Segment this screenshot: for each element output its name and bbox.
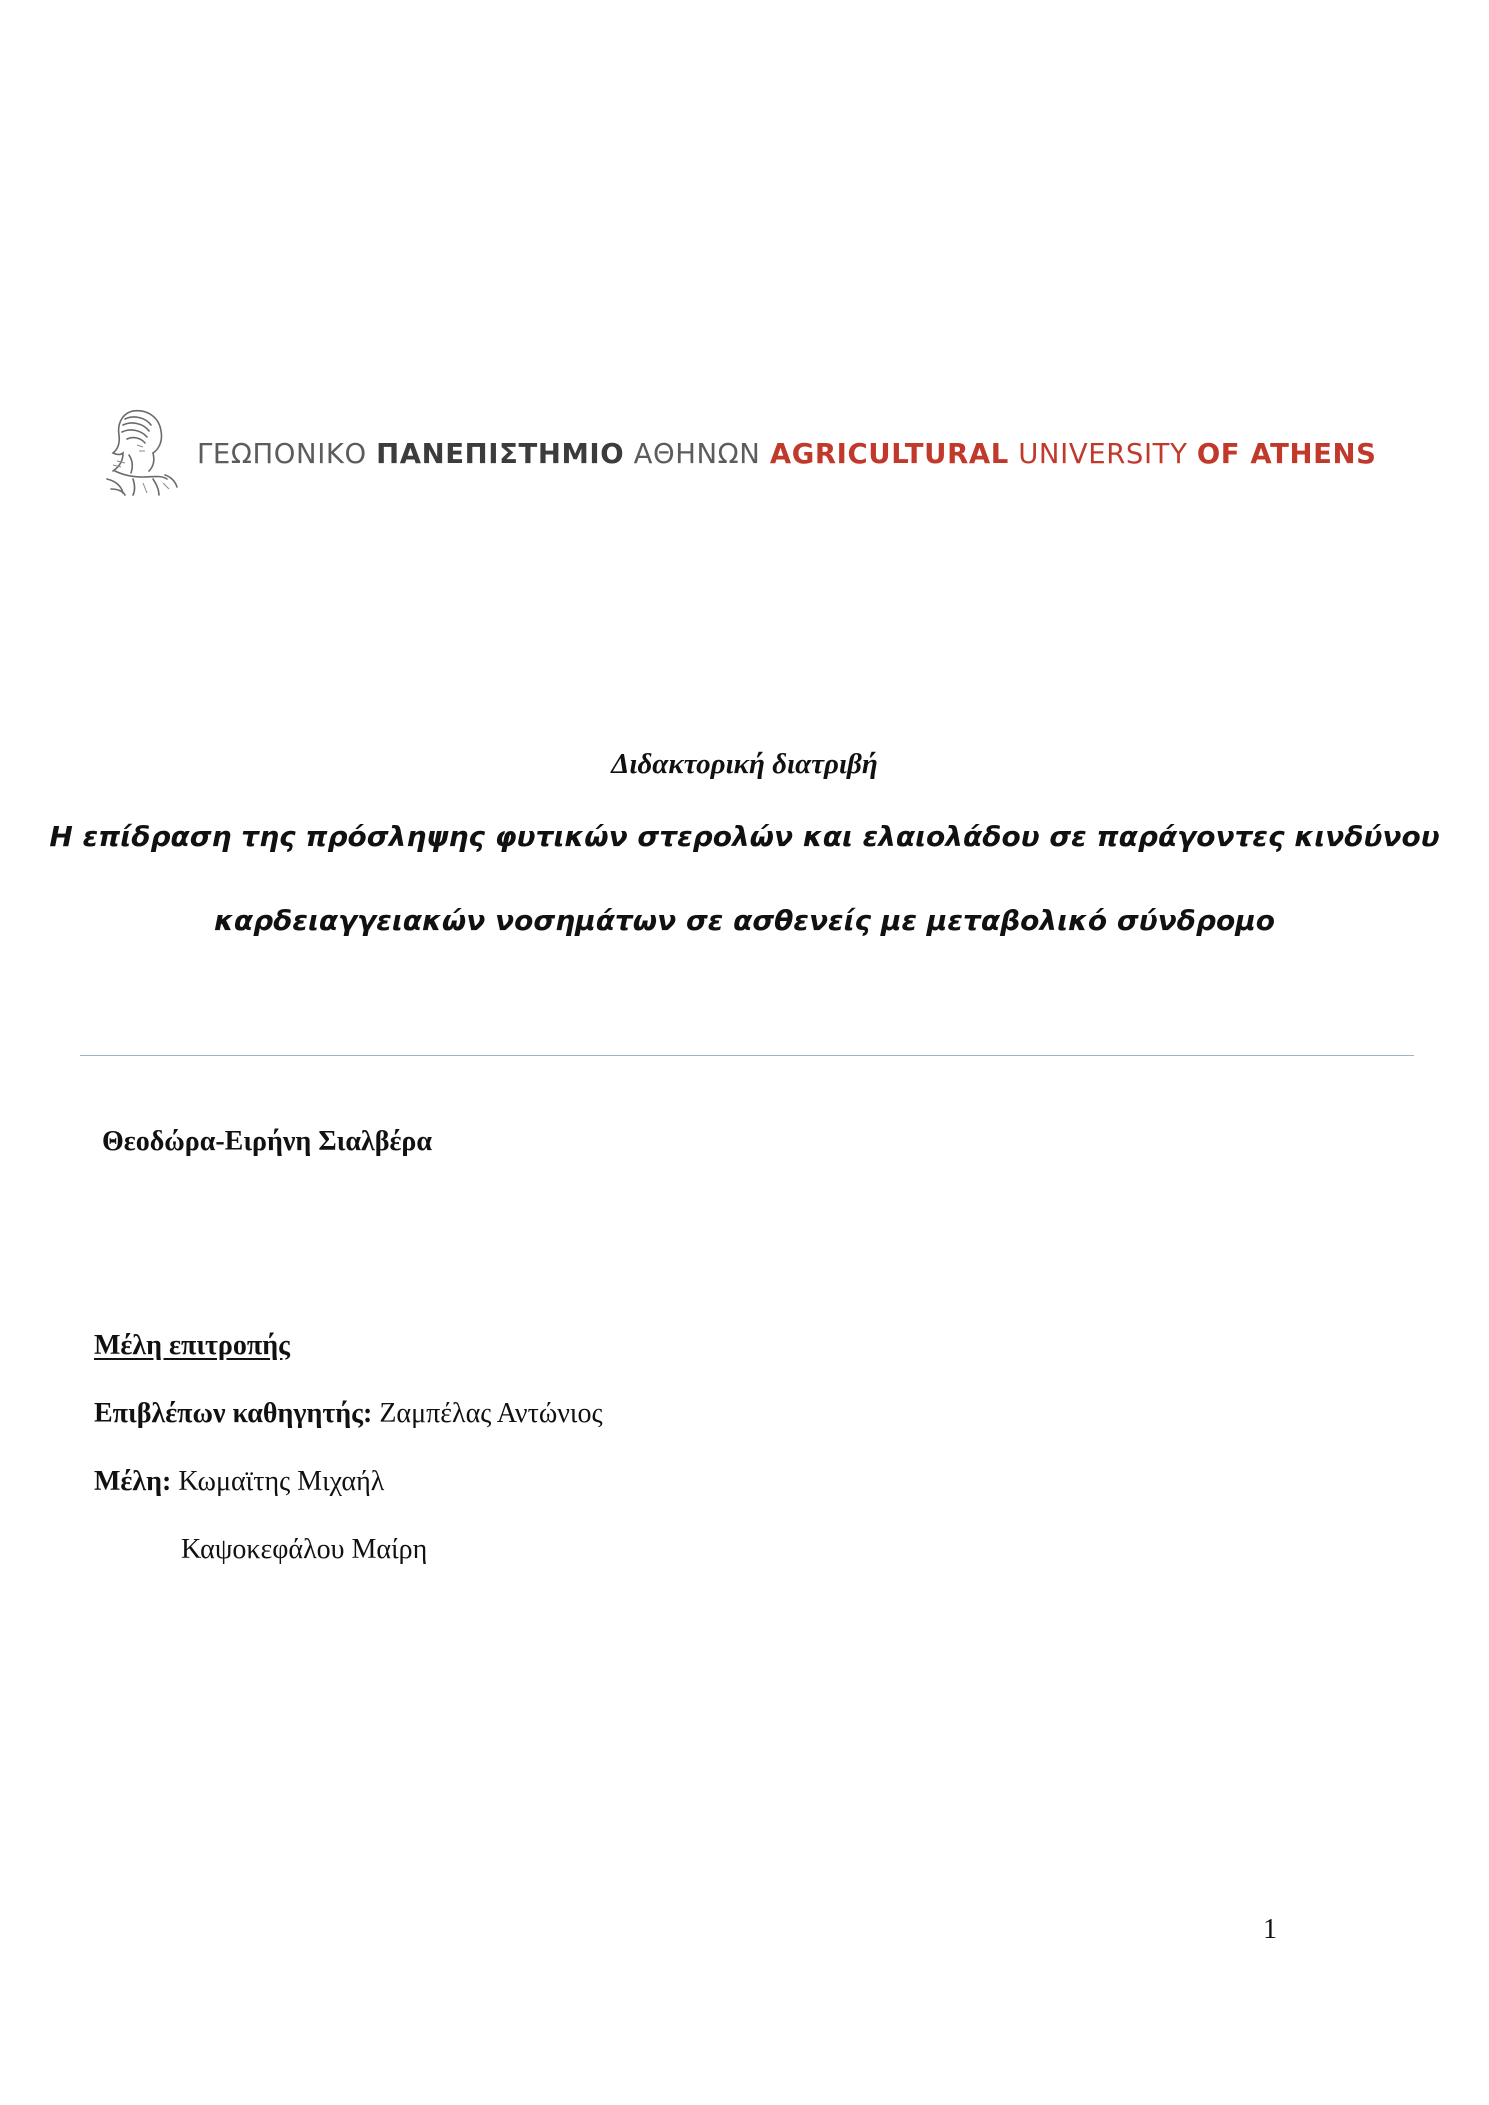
logo-text-agricultural: AGRICULTURAL — [769, 438, 1009, 471]
logo-text-university: UNIVERSITY — [1018, 438, 1188, 471]
logo-text-of-athens: OF ATHENS — [1196, 438, 1377, 471]
page-number: 1 — [1263, 1914, 1277, 1945]
supervisor-row — [94, 1400, 603, 1428]
author-name: Θεοδώρα-Ειρήνη Σιαλβέρα — [102, 1126, 433, 1157]
university-logo — [103, 405, 1377, 497]
thesis-title-line-1: Η επίδραση της πρόσληψης φυτικών στερολών και ελαιολάδου σε παράγοντες κινδύνου — [49, 820, 1440, 853]
document-type: Διδακτορική διατριβή — [611, 748, 878, 780]
logo-text-athinon: ΑΘΗΝΩΝ — [633, 438, 761, 471]
logo-text-panepistimio: ΠΑΝΕΠΙΣΤΗΜΙΟ — [376, 438, 625, 471]
committee-heading: Μέλη επιτροπής — [94, 1330, 290, 1361]
supervisor-label: Επιβλέπων καθηγητής: — [94, 1398, 373, 1429]
member-name-1: Κωμαϊτης Μιχαήλ — [178, 1466, 385, 1497]
athena-head-seal-icon — [103, 405, 181, 497]
logo-wordmark — [197, 438, 1377, 471]
supervisor-name: Ζαμπέλας Αντώνιος — [379, 1398, 603, 1429]
horizontal-divider — [80, 1055, 1414, 1056]
logo-text-geoponiko: ΓΕΩΠΟΝΙΚΟ — [197, 438, 367, 471]
member-name-2: Καψοκεφάλου Μαίρη — [181, 1534, 428, 1565]
members-row — [94, 1468, 384, 1496]
thesis-title-line-2: καρδειαγγειακών νοσημάτων σε ασθενείς με μεταβολικό σύνδρομο — [213, 904, 1276, 937]
members-label: Μέλη: — [94, 1466, 172, 1497]
